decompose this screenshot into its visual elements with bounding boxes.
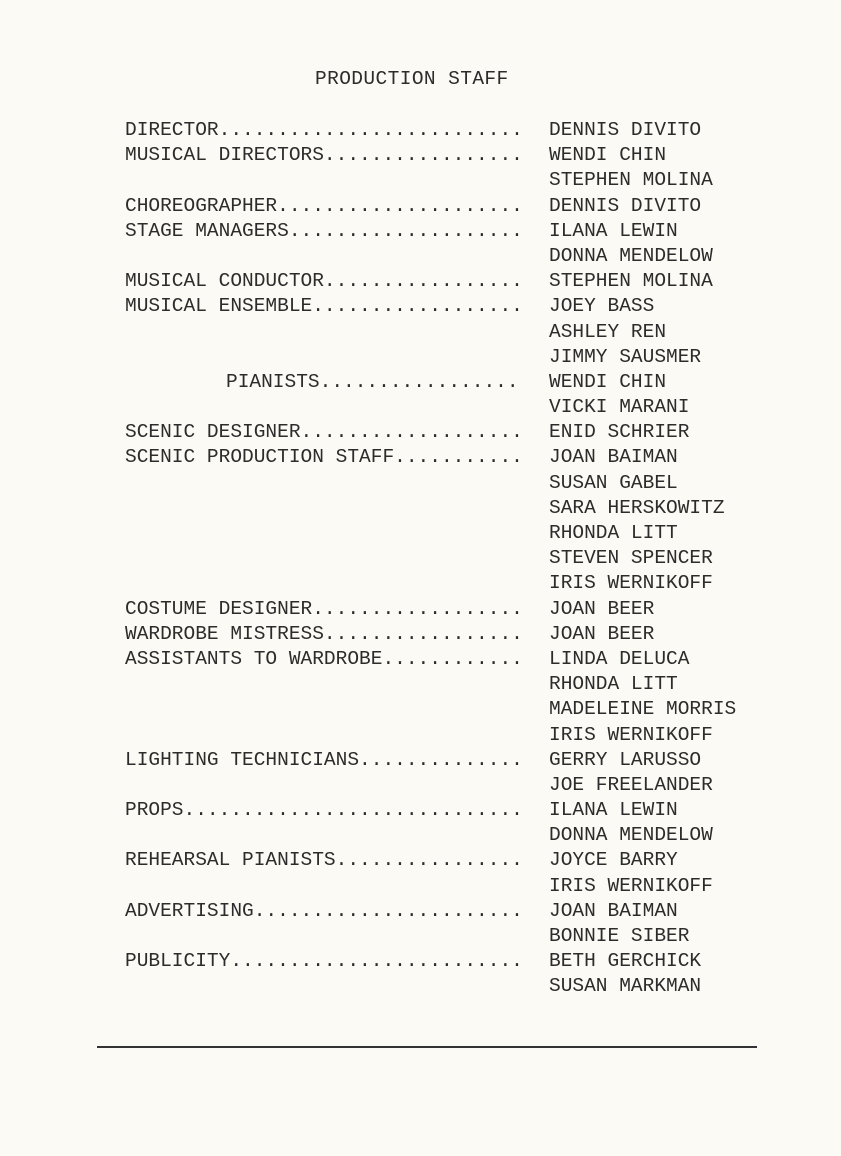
staff-name: JOEY BASS — [549, 295, 655, 318]
staff-name: JOAN BEER — [549, 622, 655, 645]
staff-name: LINDA DELUCA — [549, 647, 690, 670]
role-label: PUBLICITY......................... — [125, 950, 523, 973]
staff-row — [125, 143, 765, 168]
staff-row — [125, 269, 765, 294]
staff-name: GERRY LARUSSO — [549, 748, 702, 771]
role-label: DIRECTOR.......................... — [125, 119, 523, 141]
staff-name: STEPHEN MOLINA — [549, 169, 713, 192]
role-label: MUSICAL ENSEMBLE.................. — [125, 295, 523, 318]
staff-name: MADELEINE MORRIS — [549, 698, 737, 721]
staff-name: JOYCE BARRY — [549, 849, 678, 872]
role-label: SCENIC DESIGNER................... — [125, 421, 523, 444]
staff-row — [125, 647, 765, 672]
staff-name: DENNIS DIVITO — [549, 119, 702, 141]
staff-row — [125, 320, 765, 345]
role-label: SCENIC PRODUCTION STAFF........... — [125, 446, 523, 469]
staff-row — [125, 773, 765, 798]
staff-row — [125, 294, 765, 319]
staff-name: BONNIE SIBER — [549, 925, 690, 947]
staff-row — [125, 118, 765, 143]
staff-name: SUSAN GABEL — [549, 471, 678, 494]
staff-row — [125, 445, 765, 470]
staff-row — [125, 748, 765, 773]
staff-row — [125, 974, 765, 999]
staff-name: SUSAN MARKMAN — [549, 975, 702, 998]
staff-name: IRIS WERNIKOFF — [549, 874, 713, 897]
staff-name: IRIS WERNIKOFF — [549, 572, 713, 595]
staff-name: ILANA LEWIN — [549, 799, 678, 822]
staff-name: SARA HERSKOWITZ — [549, 496, 725, 519]
staff-row — [125, 823, 765, 848]
staff-row — [125, 168, 765, 193]
bottom-rule — [97, 1046, 757, 1048]
staff-name: JOAN BAIMAN — [549, 899, 678, 922]
staff-row — [125, 244, 765, 269]
staff-name: JIMMY SAUSMER — [549, 345, 702, 368]
staff-row — [125, 874, 765, 899]
staff-row — [125, 622, 765, 647]
staff-name: RHONDA LITT — [549, 673, 678, 696]
staff-row — [125, 521, 765, 546]
staff-row — [125, 546, 765, 571]
staff-row — [125, 395, 765, 420]
staff-row — [125, 345, 765, 370]
role-label: MUSICAL DIRECTORS................. — [125, 144, 523, 167]
staff-name: RHONDA LITT — [549, 522, 678, 544]
staff-name: DENNIS DIVITO — [549, 194, 702, 217]
staff-row — [125, 723, 765, 748]
staff-name: ASHLEY REN — [549, 320, 667, 343]
staff-name: WENDI CHIN — [549, 370, 667, 393]
staff-row — [125, 370, 765, 395]
staff-name: STEVEN SPENCER — [549, 547, 713, 570]
staff-row — [125, 571, 765, 596]
staff-row — [125, 697, 765, 722]
role-label: MUSICAL CONDUCTOR................. — [125, 270, 523, 293]
staff-name: JOAN BEER — [549, 597, 655, 620]
staff-name: VICKI MARANI — [549, 396, 690, 419]
staff-row — [125, 924, 765, 949]
staff-row — [125, 848, 765, 873]
role-label: COSTUME DESIGNER.................. — [125, 597, 523, 620]
staff-row — [125, 597, 765, 622]
staff-row — [125, 798, 765, 823]
staff-row — [125, 219, 765, 244]
staff-list — [125, 118, 765, 1000]
staff-row — [125, 949, 765, 974]
page-title: PRODUCTION STAFF — [315, 68, 509, 90]
role-label: PROPS............................. — [125, 799, 523, 822]
role-label: WARDROBE MISTRESS................. — [125, 622, 523, 645]
staff-name: IRIS WERNIKOFF — [549, 723, 713, 746]
staff-name: ILANA LEWIN — [549, 219, 678, 242]
staff-name: BETH GERCHICK — [549, 950, 702, 973]
role-label: LIGHTING TECHNICIANS.............. — [125, 748, 523, 771]
staff-name: ENID SCHRIER — [549, 421, 690, 444]
staff-row — [125, 496, 765, 521]
staff-row — [125, 420, 765, 445]
staff-row — [125, 471, 765, 496]
staff-name: WENDI CHIN — [549, 144, 667, 167]
role-label: ADVERTISING....................... — [125, 899, 523, 922]
role-label: REHEARSAL PIANISTS................ — [125, 849, 523, 872]
staff-name: DONNA MENDELOW — [549, 824, 713, 847]
staff-row — [125, 672, 765, 697]
staff-name: DONNA MENDELOW — [549, 244, 713, 267]
staff-name: STEPHEN MOLINA — [549, 270, 713, 293]
staff-name: JOE FREELANDER — [549, 773, 713, 796]
role-label: STAGE MANAGERS.................... — [125, 219, 523, 242]
staff-row — [125, 899, 765, 924]
role-label: CHOREOGRAPHER..................... — [125, 194, 523, 217]
role-label: PIANISTS................. — [226, 370, 519, 393]
staff-row — [125, 194, 765, 219]
role-label: ASSISTANTS TO WARDROBE............ — [125, 647, 523, 670]
staff-name: JOAN BAIMAN — [549, 446, 678, 469]
